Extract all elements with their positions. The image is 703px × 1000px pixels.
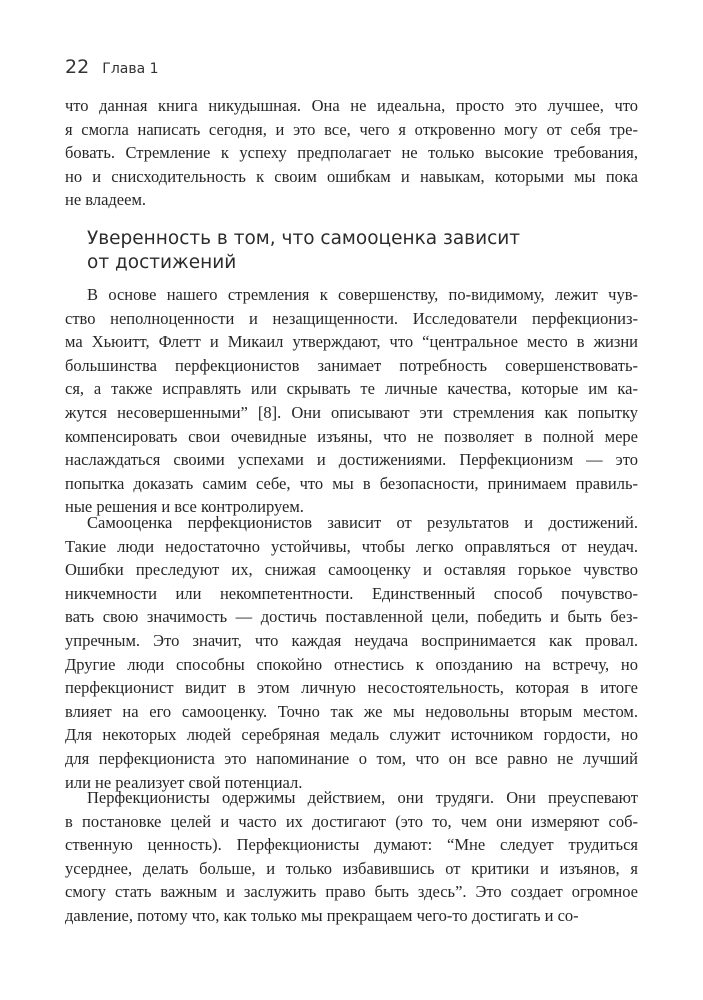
- text-line: я смогла написать сегодня, и это все, чего я откровенно могу от себя тре-: [65, 119, 638, 139]
- text-line: ственную ценность). Перфекционисты думают: “Мне следует трудиться: [65, 835, 638, 855]
- text-line: Самооценка перфекционистов зависит от результатов и достижений.: [87, 513, 638, 532]
- text-line: попытка доказать самим себе, что мы в безопасности, принимаем правиль-: [65, 473, 638, 493]
- section-heading-line: Уверенность в том, что самооценка зависит: [87, 228, 521, 249]
- text-line: большинства перфекционистов занимает потребность совершенствовать-: [65, 355, 638, 375]
- text-line: ма Хьюитт, Флетт и Микаил утверждают, что “центральное место в жизни: [65, 332, 638, 352]
- chapter-label: Глава 1: [102, 61, 159, 77]
- text-line: жутся несовершенными” [8]. Они описывают эти стремления как попытку: [65, 402, 638, 422]
- paragraph: [65, 94, 638, 212]
- text-line: ные решения и все контролируем.: [65, 497, 304, 517]
- text-line: смогу стать важным и заслужить право быть здесь”. Это создает огромное: [65, 882, 638, 902]
- section-heading-line: от достижений: [87, 252, 237, 273]
- text-line: вать свою значимость — достичь поставленной цели, победить и быть без-: [65, 607, 638, 627]
- text-line: влияет на его самооценку. Точно так же мы недовольны вторым местом.: [65, 701, 638, 721]
- text-line: бовать. Стремление к успеху предполагает не только высокие требования,: [65, 143, 638, 163]
- text-line: Для некоторых людей серебряная медаль служит источником гордости, но: [65, 725, 638, 745]
- text-line: компенсировать свои очевидные изъяны, что не позволяет в полной мере: [65, 426, 638, 446]
- text-line: В основе нашего стремления к совершенству, по-видимому, лежит чув-: [87, 285, 638, 304]
- section-heading: [87, 227, 607, 275]
- page-number: 22: [65, 56, 90, 78]
- text-line: упречным. Это значит, что каждая неудача воспринимается как провал.: [65, 630, 638, 650]
- text-line: но и снисходительность к своим ошибкам и навыкам, которыми мы пока: [65, 166, 638, 186]
- text-line: для перфекциониста это напоминание о том, что он все равно не лучший: [65, 748, 638, 768]
- text-line: перфекционист видит в этом личную несостоятельность, которая в итоге: [65, 678, 638, 698]
- text-line: Такие люди недостаточно устойчивы, чтобы легко оправляться от неудач.: [65, 536, 638, 556]
- text-line: что данная книга никудышная. Она не идеальна, просто это лучшее, что: [65, 96, 638, 115]
- running-header: [65, 56, 159, 78]
- paragraph: [65, 283, 638, 519]
- text-line: Перфекционисты одержимы действием, они трудяги. Они преуспевают: [87, 788, 638, 807]
- paragraph: [65, 786, 638, 928]
- text-line: Ошибки преследуют их, снижая самооценку и оставляя горькое чувство: [65, 560, 638, 580]
- text-line: никчемности или некомпетентности. Единственный способ почувство-: [65, 583, 638, 603]
- paragraph: [65, 511, 638, 794]
- text-line: ся, а также исправлять или скрывать те личные качества, которые им ка-: [65, 379, 638, 399]
- text-line: в постановке целей и часто их достигают (это то, чем они измеряют соб-: [65, 811, 638, 831]
- text-line: давление, потому что, как только мы прекращаем чего-то достигать и со-: [65, 905, 579, 925]
- text-line: усерднее, делать больше, и только избавившись от критики и изъянов, я: [65, 858, 638, 878]
- text-line: или не реализует свой потенциал.: [65, 772, 303, 792]
- text-line: наслаждаться своими успехами и достижениями. Перфекционизм — это: [65, 450, 638, 470]
- text-line: ство неполноценности и незащищенности. Исследователи перфекциониз-: [65, 308, 638, 328]
- text-line: не владеем.: [65, 190, 147, 210]
- text-line: Другие люди способны спокойно отнестись к опозданию на встречу, но: [65, 654, 638, 674]
